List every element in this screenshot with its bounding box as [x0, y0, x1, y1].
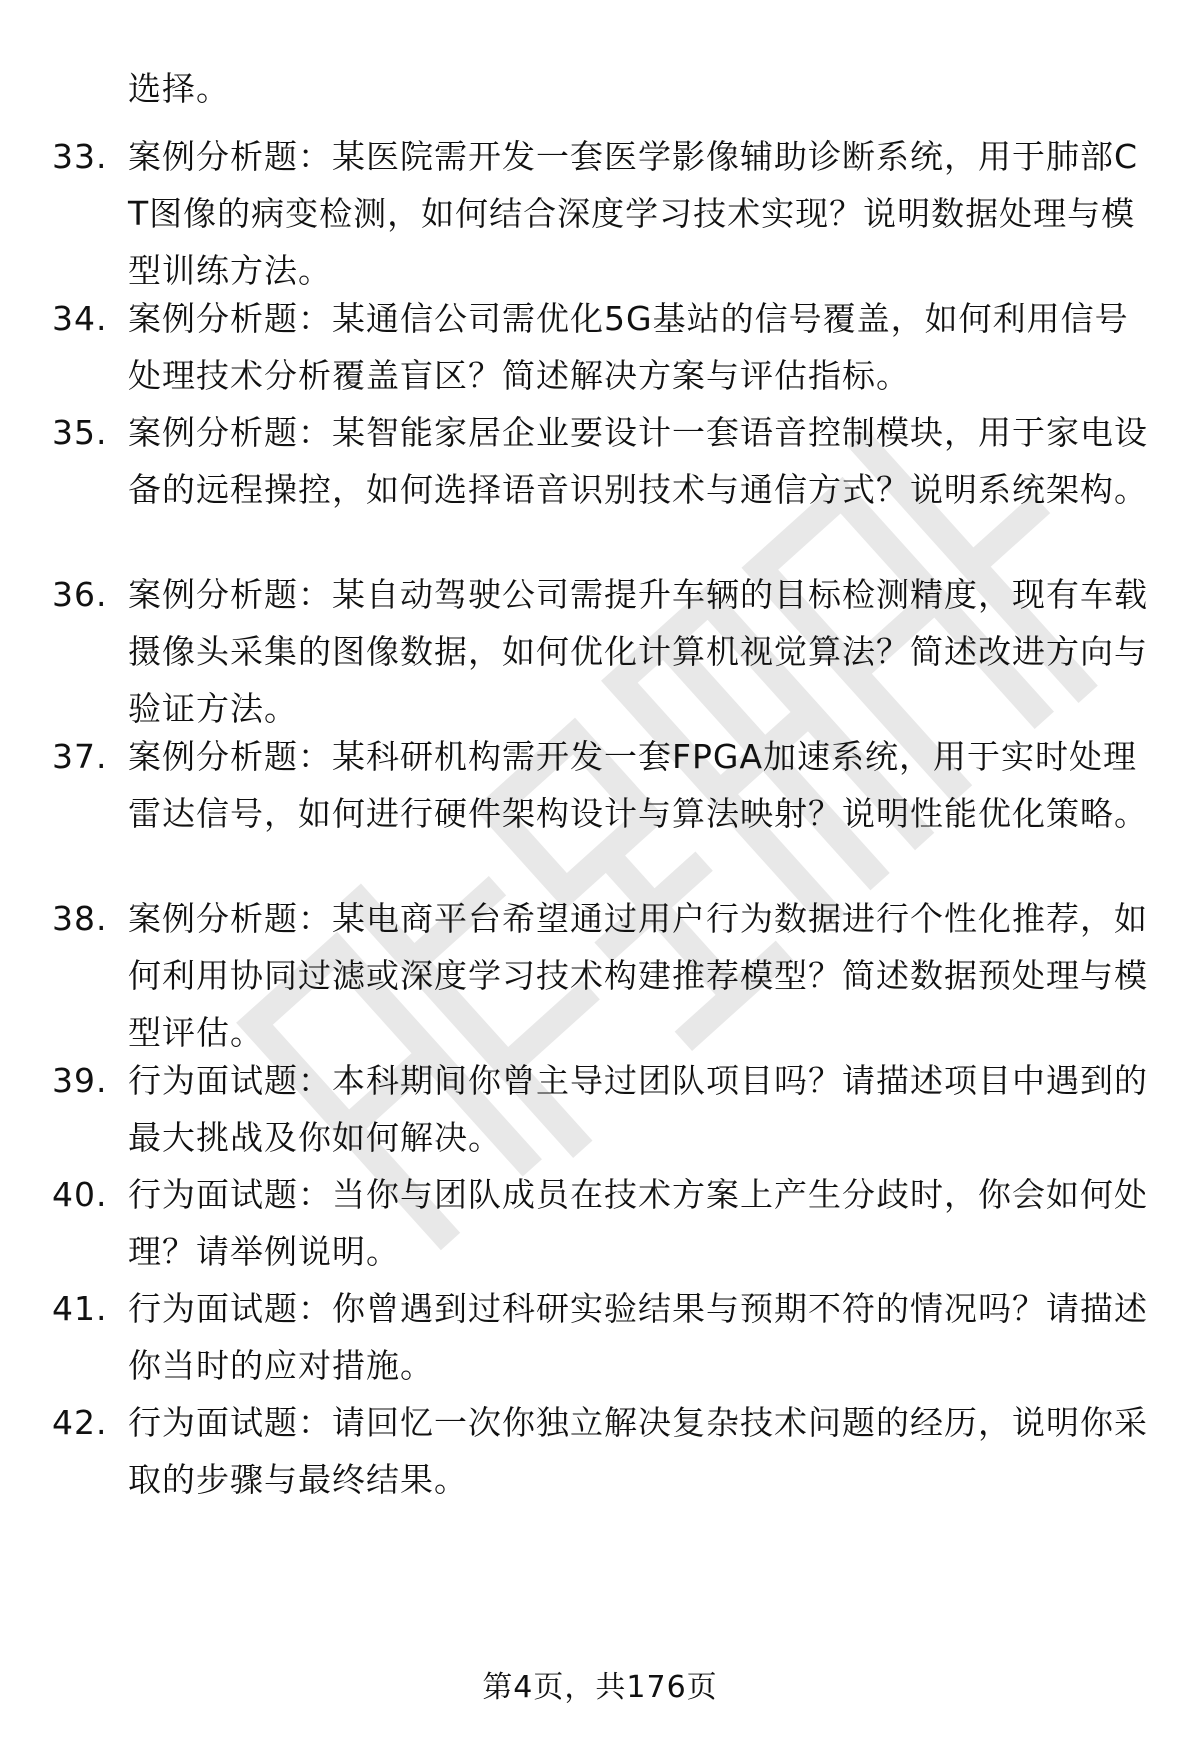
question-number: 42. — [52, 1403, 108, 1442]
question-text: 行为面试题：请回忆一次你独立解决复杂技术问题的经历，说明你采取的步骤与最终结果。 — [128, 1403, 1148, 1499]
page-footer: 第4页，共176页 — [482, 1670, 718, 1705]
question-number: 36. — [52, 575, 108, 614]
question-text: 案例分析题：某科研机构需开发一套FPGA加速系统，用于实时处理雷达信号，如何进行硬件架构设计与算法映射？说明性能优化策略。 — [128, 737, 1148, 833]
question-number: 37. — [52, 737, 108, 776]
question-text: 案例分析题：某电商平台希望通过用户行为数据进行个性化推荐，如何利用协同过滤或深度学习技术构建推荐模型？简述数据预处理与模型评估。 — [128, 899, 1148, 1052]
question-text: 行为面试题：你曾遇到过科研实验结果与预期不符的情况吗？请描述你当时的应对措施。 — [128, 1289, 1148, 1385]
question-number: 35. — [52, 413, 108, 452]
question-number: 41. — [52, 1289, 108, 1328]
question-number: 40. — [52, 1175, 108, 1214]
question-text: 案例分析题：某通信公司需优化5G基站的信号覆盖，如何利用信号处理技术分析覆盖盲区？简述解决方案与评估指标。 — [128, 299, 1129, 395]
question-text: 行为面试题：当你与团队成员在技术方案上产生分歧时，你会如何处理？请举例说明。 — [128, 1175, 1148, 1271]
question-text: 案例分析题：某智能家居企业要设计一套语音控制模块，用于家电设备的远程操控，如何选择语音识别技术与通信方式？说明系统架构。 — [128, 413, 1148, 509]
question-text: 行为面试题：本科期间你曾主导过团队项目吗？请描述项目中遇到的最大挑战及你如何解决。 — [128, 1061, 1148, 1157]
question-number: 38. — [52, 899, 108, 938]
question-number: 33. — [52, 137, 108, 176]
question-number: 39. — [52, 1061, 108, 1100]
question-number: 34. — [52, 299, 108, 338]
continuation-text: 选择。 — [128, 69, 230, 108]
question-text: 案例分析题：某自动驾驶公司需提升车辆的目标检测精度，现有车载摄像头采集的图像数据，如何优化计算机视觉算法？简述改进方向与验证方法。 — [128, 575, 1148, 728]
question-text: 案例分析题：某医院需开发一套医学影像辅助诊断系统，用于肺部CT图像的病变检测，如何结合深度学习技术实现？说明数据处理与模型训练方法。 — [128, 137, 1139, 290]
